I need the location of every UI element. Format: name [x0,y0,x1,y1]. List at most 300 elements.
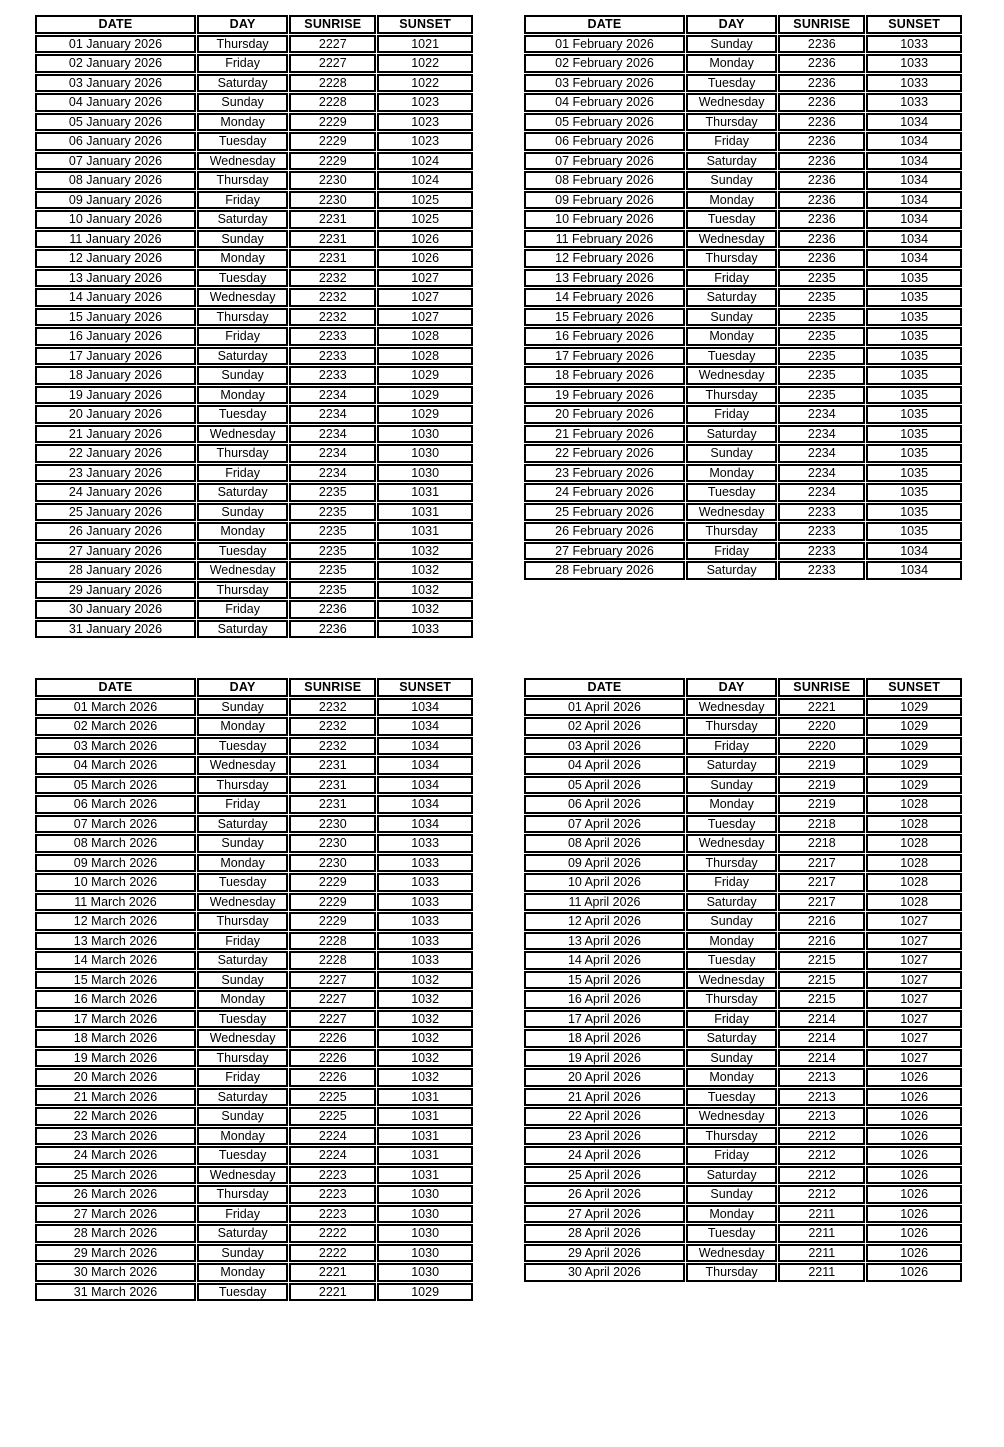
cell-day: Friday [197,932,288,951]
table-row [35,951,473,970]
table-row [524,444,962,463]
table-row [524,1244,962,1263]
table-row [524,912,962,931]
cell-sunset: 1032 [377,542,473,561]
table-row [524,522,962,541]
cell-day: Saturday [197,620,288,639]
cell-sunrise: 2235 [778,269,865,288]
cell-date: 08 April 2026 [524,834,685,853]
cell-date: 21 April 2026 [524,1088,685,1107]
cell-sunset: 1027 [377,269,473,288]
cell-sunrise: 2233 [289,347,376,366]
cell-date: 06 April 2026 [524,795,685,814]
cell-date: 27 January 2026 [35,542,196,561]
cell-date: 29 January 2026 [35,581,196,600]
cell-sunset: 1032 [377,971,473,990]
cell-sunset: 1034 [377,815,473,834]
cell-sunrise: 2236 [778,54,865,73]
cell-day: Saturday [686,152,777,171]
cell-date: 02 January 2026 [35,54,196,73]
table-row [524,503,962,522]
cell-sunrise: 2225 [289,1088,376,1107]
table-row [35,93,473,112]
cell-day: Friday [686,269,777,288]
cell-sunset: 1034 [377,698,473,717]
cell-date: 23 April 2026 [524,1127,685,1146]
cell-day: Sunday [197,1107,288,1126]
table-row [524,483,962,502]
cell-date: 11 January 2026 [35,230,196,249]
cell-sunset: 1026 [866,1107,962,1126]
cell-sunrise: 2222 [289,1224,376,1243]
table-row [35,717,473,736]
table-row [35,1263,473,1282]
cell-sunrise: 2220 [778,717,865,736]
cell-sunrise: 2236 [778,210,865,229]
table-row [524,1146,962,1165]
cell-day: Wednesday [686,93,777,112]
cell-sunrise: 2234 [778,483,865,502]
table-row [35,1010,473,1029]
cell-day: Friday [686,405,777,424]
cell-day: Tuesday [197,737,288,756]
cell-sunset: 1034 [377,776,473,795]
cell-date: 21 January 2026 [35,425,196,444]
cell-sunrise: 2236 [778,74,865,93]
cell-sunset: 1033 [377,854,473,873]
cell-sunset: 1035 [866,386,962,405]
cell-day: Sunday [686,1185,777,1204]
cell-sunrise: 2232 [289,698,376,717]
table-row [35,854,473,873]
cell-date: 03 April 2026 [524,737,685,756]
cell-sunset: 1034 [866,561,962,580]
cell-day: Thursday [197,776,288,795]
cell-day: Tuesday [197,132,288,151]
cell-sunset: 1027 [866,912,962,931]
cell-sunset: 1028 [866,815,962,834]
table-row [35,366,473,385]
table-row [524,756,962,775]
table-row [35,893,473,912]
cell-date: 10 January 2026 [35,210,196,229]
cell-sunset: 1033 [377,932,473,951]
column-header-day: DAY [197,678,288,697]
cell-sunrise: 2232 [289,308,376,327]
cell-date: 31 March 2026 [35,1283,196,1302]
cell-date: 21 February 2026 [524,425,685,444]
cell-sunset: 1030 [377,425,473,444]
table-february-2026 [523,14,963,581]
cell-sunset: 1023 [377,93,473,112]
cell-date: 23 February 2026 [524,464,685,483]
cell-day: Saturday [197,815,288,834]
table-row [524,717,962,736]
cell-sunset: 1031 [377,1166,473,1185]
cell-sunrise: 2236 [778,113,865,132]
header-row [524,15,962,34]
cell-sunset: 1028 [866,834,962,853]
cell-day: Wednesday [686,503,777,522]
cell-day: Wednesday [197,288,288,307]
table-row [35,698,473,717]
table-row [35,113,473,132]
cell-date: 17 April 2026 [524,1010,685,1029]
cell-sunrise: 2222 [289,1244,376,1263]
cell-day: Monday [197,990,288,1009]
cell-sunrise: 2227 [289,1010,376,1029]
cell-sunrise: 2228 [289,93,376,112]
cell-sunrise: 2217 [778,893,865,912]
table-row [35,873,473,892]
cell-date: 16 April 2026 [524,990,685,1009]
cell-sunrise: 2226 [289,1029,376,1048]
cell-day: Tuesday [197,873,288,892]
table-row [524,1107,962,1126]
cell-date: 18 April 2026 [524,1029,685,1048]
table-row [524,1185,962,1204]
cell-day: Thursday [197,1185,288,1204]
cell-date: 05 February 2026 [524,113,685,132]
cell-sunrise: 2229 [289,132,376,151]
table-row [524,1224,962,1243]
cell-sunset: 1033 [377,893,473,912]
cell-day: Saturday [197,1088,288,1107]
cell-sunset: 1027 [866,932,962,951]
cell-sunrise: 2232 [289,737,376,756]
cell-day: Monday [197,249,288,268]
cell-sunrise: 2211 [778,1224,865,1243]
cell-day: Thursday [197,581,288,600]
cell-sunrise: 2231 [289,230,376,249]
cell-day: Friday [686,737,777,756]
cell-sunrise: 2212 [778,1146,865,1165]
cell-day: Thursday [197,171,288,190]
cell-sunset: 1024 [377,171,473,190]
cell-day: Wednesday [197,756,288,775]
cell-sunrise: 2229 [289,873,376,892]
table-row [524,542,962,561]
column-header-sunrise: SUNRISE [289,15,376,34]
cell-date: 08 January 2026 [35,171,196,190]
cell-date: 14 March 2026 [35,951,196,970]
cell-sunrise: 2234 [289,464,376,483]
cell-date: 12 February 2026 [524,249,685,268]
cell-sunset: 1026 [866,1146,962,1165]
table-row [35,74,473,93]
cell-day: Wednesday [686,834,777,853]
cell-sunset: 1034 [866,152,962,171]
cell-sunrise: 2236 [778,191,865,210]
cell-sunrise: 2221 [289,1283,376,1302]
table-row [524,405,962,424]
cell-date: 19 February 2026 [524,386,685,405]
table-row [35,1088,473,1107]
cell-day: Thursday [197,1049,288,1068]
cell-day: Thursday [686,1263,777,1282]
cell-sunset: 1033 [866,74,962,93]
table-row [35,1185,473,1204]
column-header-date: DATE [524,15,685,34]
cell-date: 22 February 2026 [524,444,685,463]
table-row [524,1166,962,1185]
cell-sunrise: 2216 [778,912,865,931]
cell-date: 05 January 2026 [35,113,196,132]
cell-date: 17 March 2026 [35,1010,196,1029]
cell-sunrise: 2235 [289,561,376,580]
cell-day: Thursday [197,35,288,54]
cell-date: 30 April 2026 [524,1263,685,1282]
cell-sunrise: 2217 [778,854,865,873]
cell-date: 04 February 2026 [524,93,685,112]
table-row [524,230,962,249]
cell-sunset: 1028 [377,347,473,366]
cell-sunrise: 2231 [289,776,376,795]
table-row [35,912,473,931]
cell-date: 22 April 2026 [524,1107,685,1126]
cell-date: 03 February 2026 [524,74,685,93]
cell-day: Tuesday [197,1283,288,1302]
cell-date: 11 March 2026 [35,893,196,912]
table-row [524,308,962,327]
cell-date: 26 March 2026 [35,1185,196,1204]
cell-sunrise: 2234 [289,386,376,405]
cell-date: 25 January 2026 [35,503,196,522]
cell-sunset: 1030 [377,464,473,483]
cell-date: 25 February 2026 [524,503,685,522]
cell-sunrise: 2233 [778,542,865,561]
cell-date: 24 February 2026 [524,483,685,502]
cell-sunrise: 2233 [778,522,865,541]
cell-date: 07 February 2026 [524,152,685,171]
cell-day: Monday [686,191,777,210]
cell-sunset: 1030 [377,1244,473,1263]
cell-day: Wednesday [686,971,777,990]
cell-sunset: 1033 [377,912,473,931]
cell-day: Monday [686,464,777,483]
cell-day: Friday [197,191,288,210]
cell-sunrise: 2234 [289,405,376,424]
cell-date: 09 March 2026 [35,854,196,873]
cell-date: 07 March 2026 [35,815,196,834]
cell-sunset: 1029 [866,737,962,756]
cell-date: 01 January 2026 [35,35,196,54]
cell-sunset: 1029 [377,366,473,385]
cell-sunrise: 2221 [778,698,865,717]
cell-day: Monday [197,113,288,132]
cell-day: Tuesday [686,1088,777,1107]
cell-sunrise: 2225 [289,1107,376,1126]
cell-sunset: 1030 [377,1224,473,1243]
cell-sunrise: 2231 [289,210,376,229]
cell-date: 01 March 2026 [35,698,196,717]
table-row [524,698,962,717]
cell-sunrise: 2230 [289,171,376,190]
cell-sunset: 1031 [377,1107,473,1126]
cell-date: 12 January 2026 [35,249,196,268]
cell-sunrise: 2218 [778,815,865,834]
cell-sunset: 1026 [866,1068,962,1087]
cell-sunrise: 2231 [289,795,376,814]
cell-sunrise: 2230 [289,854,376,873]
table-row [524,873,962,892]
cell-date: 01 February 2026 [524,35,685,54]
cell-sunrise: 2229 [289,893,376,912]
cell-sunrise: 2212 [778,1185,865,1204]
table-row [524,776,962,795]
cell-day: Thursday [686,522,777,541]
table-row [524,815,962,834]
cell-date: 03 January 2026 [35,74,196,93]
cell-sunset: 1035 [866,503,962,522]
cell-date: 30 March 2026 [35,1263,196,1282]
cell-sunset: 1027 [866,1029,962,1048]
cell-day: Thursday [197,444,288,463]
header-row [35,678,473,697]
cell-day: Monday [197,522,288,541]
cell-sunset: 1035 [866,347,962,366]
cell-day: Tuesday [686,483,777,502]
cell-sunrise: 2236 [778,171,865,190]
cell-sunset: 1032 [377,561,473,580]
cell-date: 28 April 2026 [524,1224,685,1243]
table-row [35,386,473,405]
cell-day: Saturday [686,893,777,912]
cell-sunset: 1025 [377,191,473,210]
cell-day: Saturday [686,1029,777,1048]
cell-date: 05 April 2026 [524,776,685,795]
cell-date: 01 April 2026 [524,698,685,717]
cell-sunset: 1026 [866,1205,962,1224]
table-row [35,932,473,951]
table-january-2026 [34,14,474,639]
cell-sunrise: 2235 [778,327,865,346]
table-row [524,1049,962,1068]
cell-date: 17 January 2026 [35,347,196,366]
cell-date: 18 March 2026 [35,1029,196,1048]
cell-day: Sunday [197,230,288,249]
table-row [35,54,473,73]
cell-sunrise: 2236 [778,132,865,151]
table-row [35,1068,473,1087]
cell-sunset: 1031 [377,1146,473,1165]
cell-sunrise: 2232 [289,288,376,307]
cell-date: 05 March 2026 [35,776,196,795]
cell-day: Monday [686,795,777,814]
cell-sunrise: 2226 [289,1068,376,1087]
table-row [35,1146,473,1165]
cell-date: 25 April 2026 [524,1166,685,1185]
table-row [524,1010,962,1029]
cell-sunset: 1032 [377,990,473,1009]
cell-sunset: 1023 [377,132,473,151]
cell-sunset: 1034 [866,132,962,151]
cell-sunset: 1029 [866,698,962,717]
table-row [35,815,473,834]
cell-sunrise: 2235 [778,386,865,405]
cell-day: Tuesday [686,74,777,93]
cell-date: 18 February 2026 [524,366,685,385]
cell-sunrise: 2211 [778,1263,865,1282]
cell-date: 26 February 2026 [524,522,685,541]
table-row [524,54,962,73]
table-row [35,347,473,366]
cell-sunrise: 2236 [289,620,376,639]
cell-day: Monday [197,1263,288,1282]
cell-date: 19 January 2026 [35,386,196,405]
cell-day: Sunday [197,366,288,385]
cell-date: 06 February 2026 [524,132,685,151]
cell-date: 15 January 2026 [35,308,196,327]
cell-sunset: 1035 [866,327,962,346]
cell-date: 13 April 2026 [524,932,685,951]
column-header-sunset: SUNSET [866,15,962,34]
cell-sunrise: 2230 [289,191,376,210]
cell-date: 07 April 2026 [524,815,685,834]
cell-sunset: 1034 [866,113,962,132]
cell-sunrise: 2229 [289,152,376,171]
table-row [524,737,962,756]
cell-sunrise: 2227 [289,990,376,1009]
cell-sunset: 1035 [866,288,962,307]
table-row [35,756,473,775]
cell-date: 12 March 2026 [35,912,196,931]
cell-sunset: 1027 [866,1049,962,1068]
cell-sunrise: 2227 [289,35,376,54]
cell-date: 20 January 2026 [35,405,196,424]
table-row [524,386,962,405]
cell-sunrise: 2235 [289,503,376,522]
cell-day: Tuesday [197,405,288,424]
cell-date: 13 February 2026 [524,269,685,288]
cell-date: 07 January 2026 [35,152,196,171]
cell-sunset: 1032 [377,581,473,600]
table-row [524,561,962,580]
cell-sunset: 1029 [377,405,473,424]
cell-sunrise: 2234 [778,464,865,483]
cell-day: Sunday [197,698,288,717]
table-row [524,74,962,93]
cell-date: 15 April 2026 [524,971,685,990]
table-row [524,288,962,307]
cell-sunset: 1031 [377,503,473,522]
cell-day: Wednesday [197,152,288,171]
cell-day: Sunday [197,834,288,853]
cell-day: Monday [197,854,288,873]
cell-sunrise: 2236 [778,152,865,171]
cell-day: Friday [197,600,288,619]
cell-sunset: 1026 [866,1263,962,1282]
cell-sunrise: 2219 [778,756,865,775]
table-row [524,834,962,853]
table-row [524,210,962,229]
cell-sunset: 1030 [377,444,473,463]
table-row [35,132,473,151]
cell-date: 25 March 2026 [35,1166,196,1185]
cell-sunset: 1027 [377,308,473,327]
cell-sunset: 1035 [866,405,962,424]
cell-sunrise: 2235 [778,288,865,307]
cell-sunset: 1028 [377,327,473,346]
table-row [35,327,473,346]
cell-day: Friday [197,54,288,73]
cell-day: Saturday [686,1166,777,1185]
cell-sunset: 1028 [866,893,962,912]
cell-day: Saturday [686,561,777,580]
cell-sunset: 1033 [377,873,473,892]
cell-day: Thursday [686,1127,777,1146]
cell-sunset: 1021 [377,35,473,54]
